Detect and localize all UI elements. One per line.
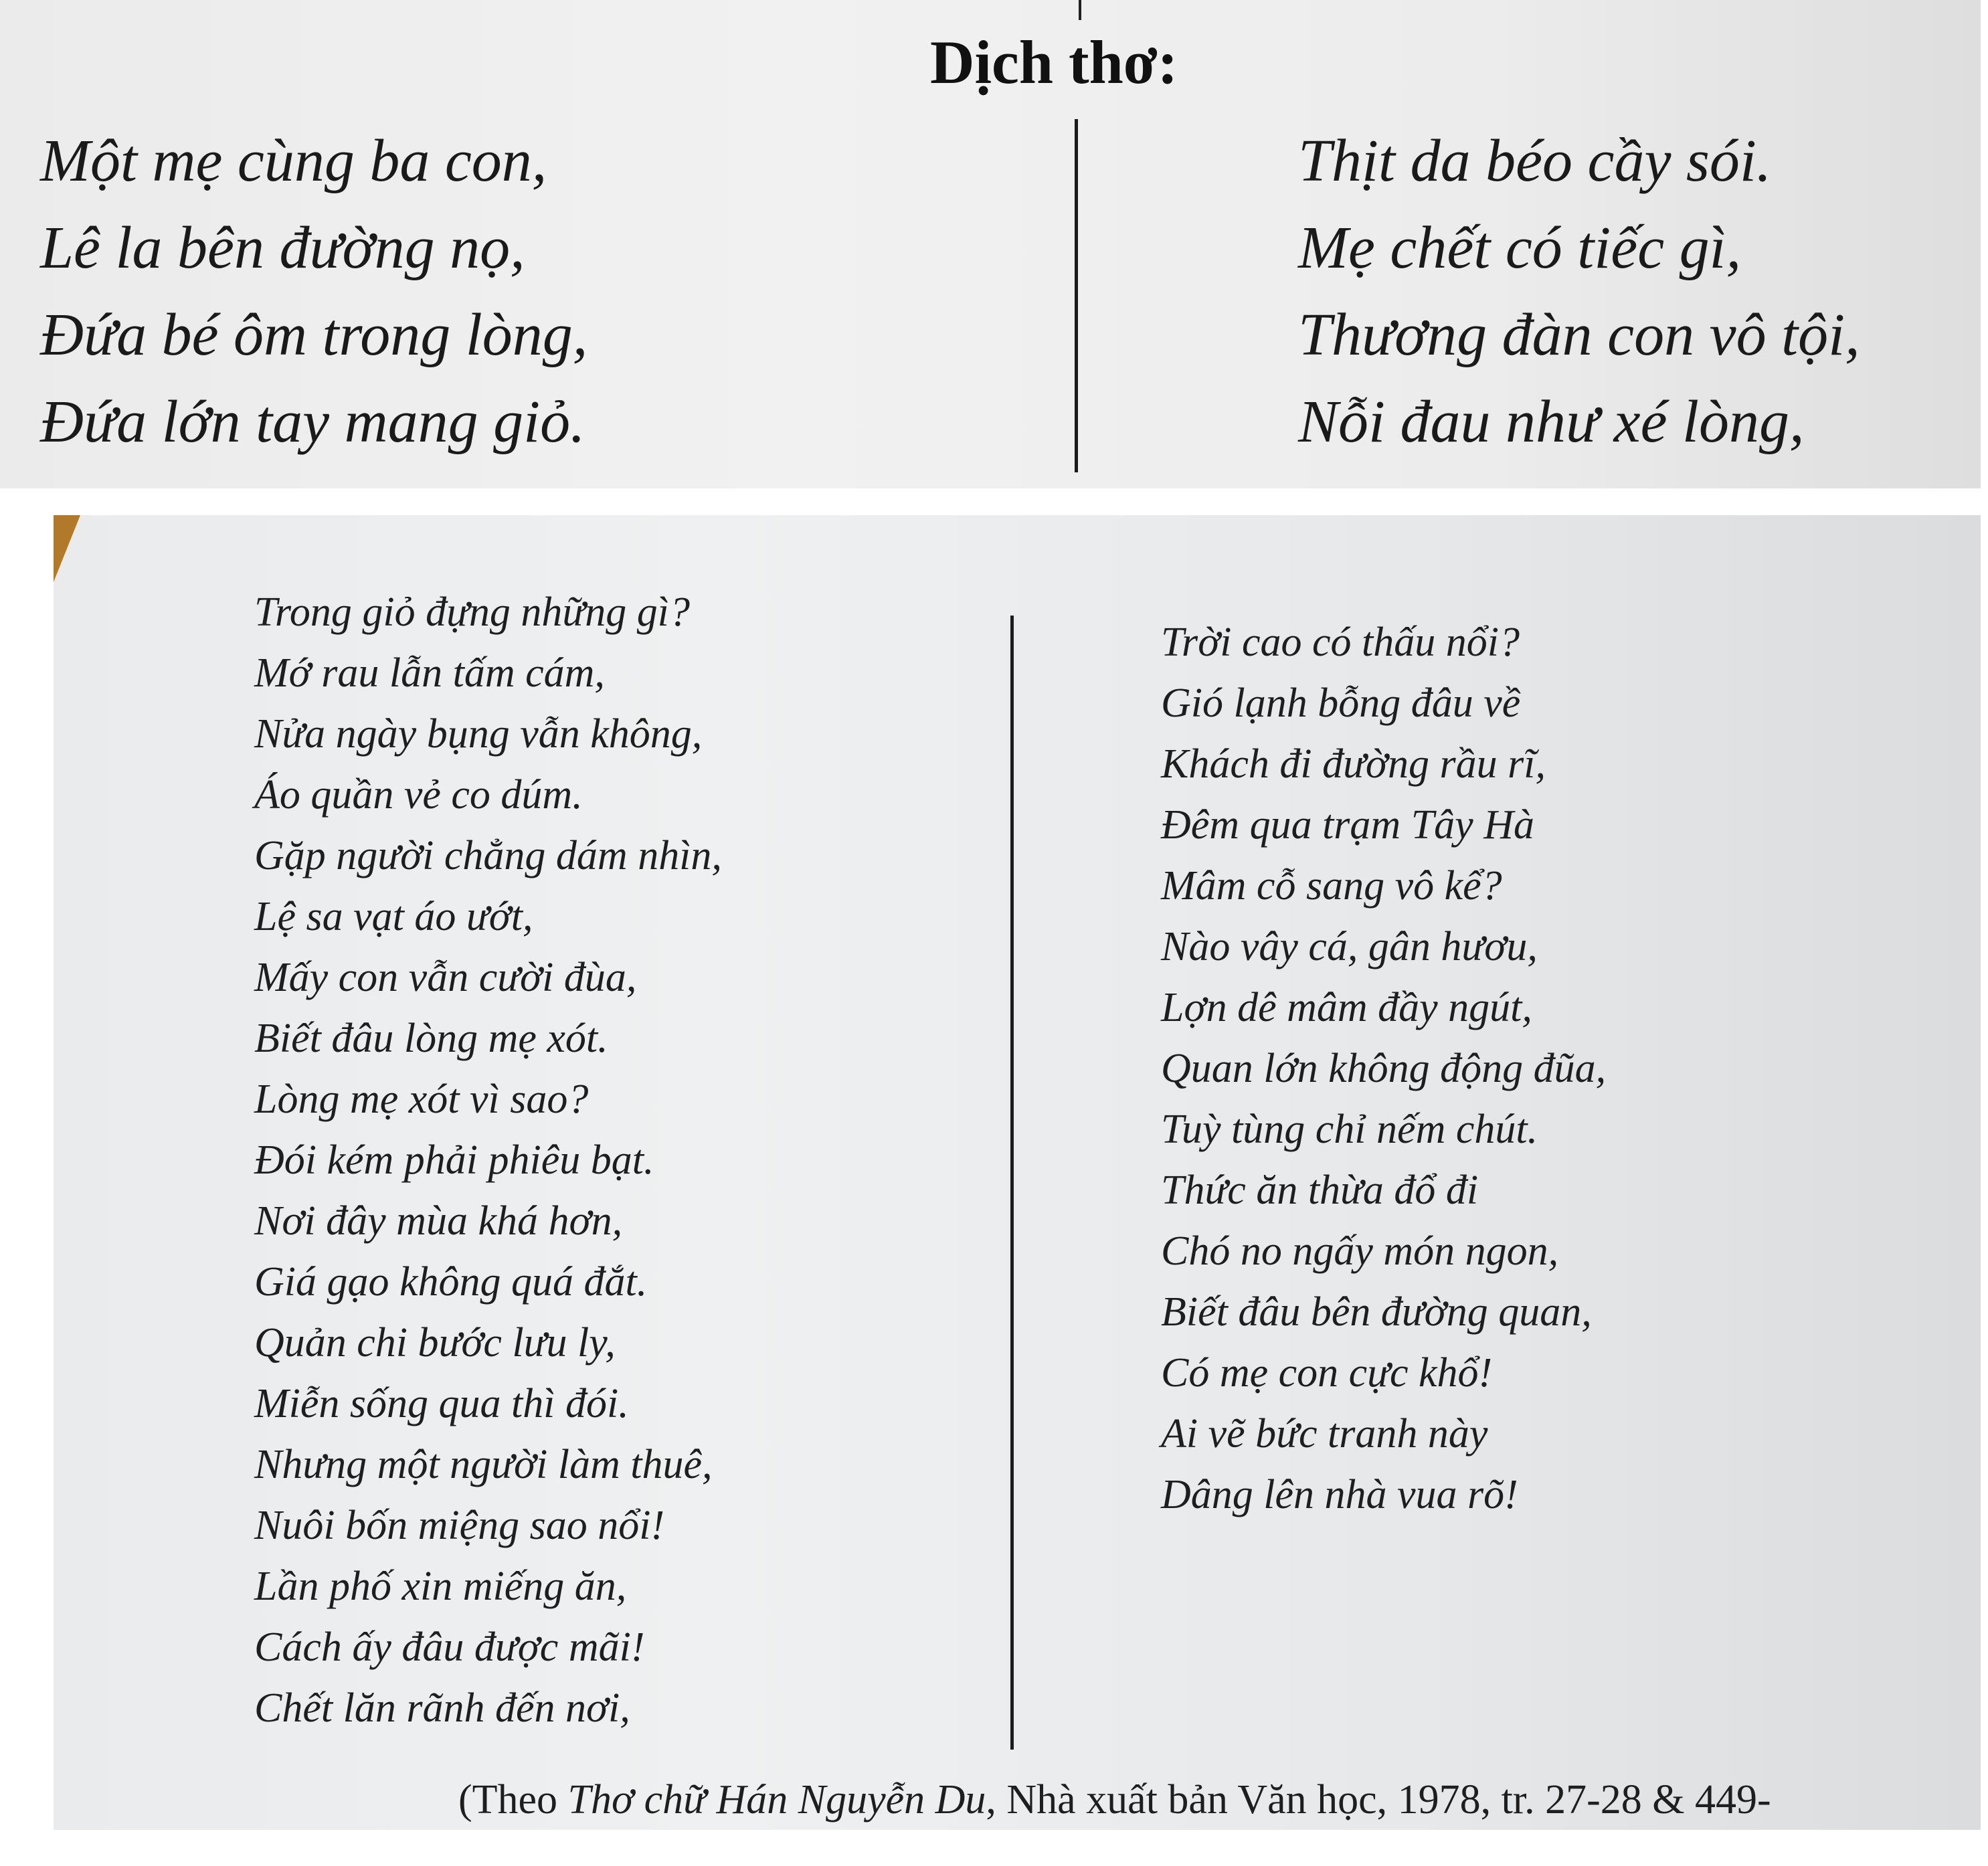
verse-line: Thịt da béo cầy sói. [1298,128,1772,194]
verse-line: Khách đi đường rầu rĩ, [1161,741,1546,787]
verse-line: Dâng lên nhà vua rõ! [1161,1472,1518,1517]
top-right-column [1298,118,1860,466]
verse-line: Biết đâu lòng mẹ xót. [254,1016,608,1061]
verse-line: Lòng mẹ xót vì sao? [254,1077,589,1122]
verse-line: Lê la bên đường nọ, [40,215,525,281]
top-cut-mark [1079,0,1081,20]
column-divider [1075,119,1078,472]
bottom-left-column [254,582,722,1739]
verse-line: Nuôi bốn miệng sao nổi! [254,1503,665,1548]
verse-line: Giá gạo không quá đắt. [254,1259,648,1305]
citation-prefix: (Theo [458,1777,568,1823]
verse-line: Một mẹ cùng ba con, [40,128,547,194]
verse-line: Đêm qua trạm Tây Hà [1161,802,1534,848]
verse-line: Lệ sa vạt áo ướt, [254,894,533,939]
verse-line: Trong giỏ đựng những gì? [254,589,690,635]
verse-line: Gặp người chẳng dám nhìn, [254,833,722,878]
verse-line: Cách ấy đâu được mãi! [254,1624,645,1670]
verse-line: Có mẹ con cực khổ! [1161,1350,1493,1396]
bottom-poem-clipping [54,515,1981,1830]
verse-line: Đứa bé ôm trong lòng, [40,302,588,368]
verse-line: Nửa ngày bụng vẫn không, [254,711,703,757]
verse-line: Gió lạnh bỗng đâu về [1161,680,1521,726]
verse-line: Chết lăn rãnh đến nơi, [254,1685,630,1731]
verse-line: Nơi đây mùa khá hơn, [254,1198,623,1244]
verse-line: Đói kém phải phiêu bạt. [254,1137,654,1183]
verse-line: Lần phố xin miếng ăn, [254,1564,627,1609]
verse-line: Trời cao có thấu nổi? [1161,620,1520,665]
verse-line: Ai vẽ bức tranh này [1161,1411,1488,1457]
verse-line: Chó no ngấy món ngon, [1161,1228,1559,1274]
verse-line: Mâm cỗ sang vô kể? [1161,863,1502,909]
verse-line: Nỗi đau như xé lòng, [1298,389,1805,455]
page-corner-edge [54,515,80,582]
bottom-right-column [1161,612,1606,1525]
verse-line: Thương đàn con vô tội, [1298,302,1860,368]
verse-line: Mấy con vẫn cười đùa, [254,955,637,1000]
verse-line: Nào vây cá, gân hươu, [1161,924,1538,969]
verse-line: Nhưng một người làm thuê, [254,1442,713,1487]
column-divider [1010,616,1014,1750]
verse-line: Tuỳ tùng chỉ nếm chút. [1161,1107,1538,1152]
verse-line: Mẹ chết có tiếc gì, [1298,215,1742,281]
section-title: Dịch thơ: [930,28,1178,96]
top-poem-clipping [0,0,1981,488]
citation-suffix: , Nhà xuất bản Văn học, 1978, tr. 27-28 & 449- [986,1777,1771,1823]
citation-book-title: Thơ chữ Hán Nguyễn Du [567,1777,986,1823]
top-left-column [40,118,588,466]
verse-line: Miễn sống qua thì đói. [254,1381,629,1426]
verse-line: Mớ rau lẫn tấm cám, [254,650,605,696]
verse-line: Biết đâu bên đường quan, [1161,1289,1592,1335]
verse-line: Thức ăn thừa đổ đi [1161,1168,1479,1213]
verse-line: Áo quần vẻ co dúm. [254,772,583,818]
source-citation [458,1776,1771,1824]
verse-line: Quản chi bước lưu ly, [254,1320,616,1366]
verse-line: Lợn dê mâm đầy ngút, [1161,985,1532,1030]
verse-line: Quan lớn không động đũa, [1161,1046,1607,1091]
verse-line: Đứa lớn tay mang giỏ. [40,389,585,455]
